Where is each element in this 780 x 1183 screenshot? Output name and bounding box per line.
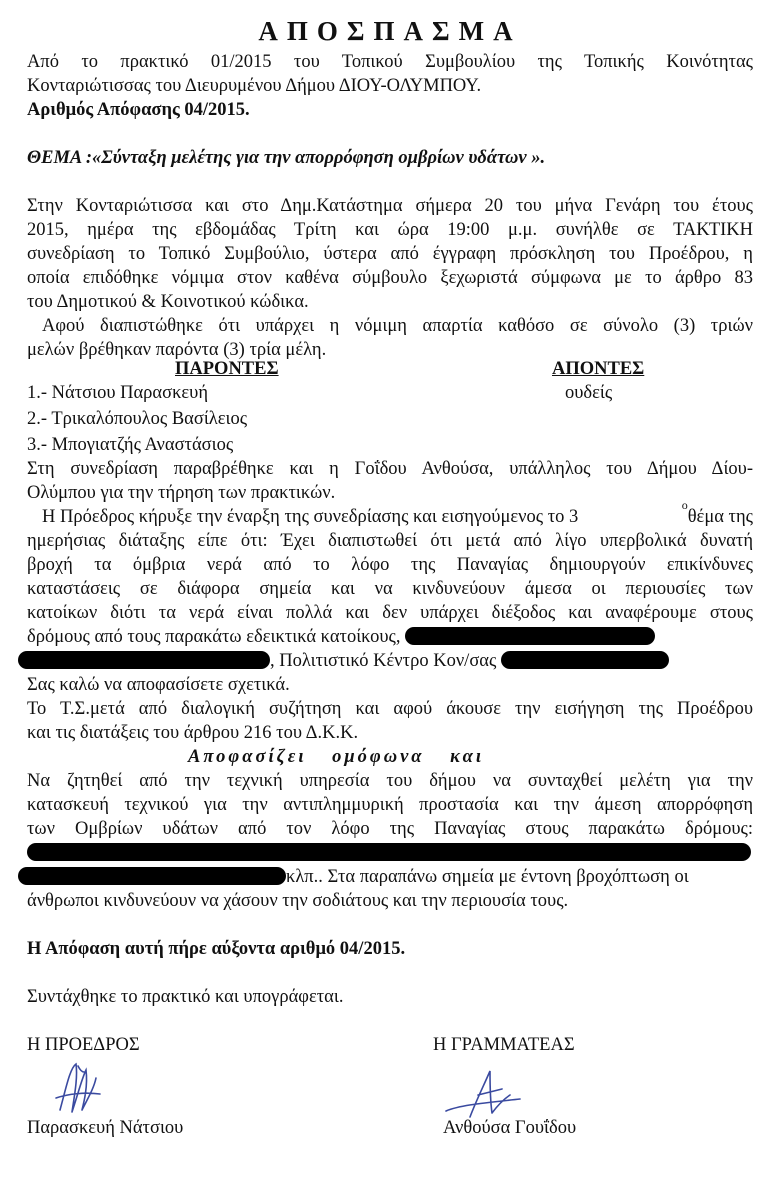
p5-line-1: Το Τ.Σ.μετά από διαλογική συζήτηση και αφού άκουσε την εισήγηση της Προέδρου bbox=[27, 699, 753, 719]
p4-line-7-text: , Πολιτιστικό Κέντρο Κον/σας bbox=[270, 651, 497, 671]
p4-line-1-text: Η Πρόεδρος κήρυξε την έναρξη της συνεδρίασης και εισηγούμενος το 3 bbox=[42, 507, 579, 527]
absent-header: ΑΠΟΝΤΕΣ bbox=[552, 359, 645, 379]
redaction-bar bbox=[405, 627, 655, 645]
decision-number: Αριθμός Απόφασης 04/2015. bbox=[27, 100, 250, 120]
p1-line-1: Στην Κονταριώτισσα και στο Δημ.Κατάστημα σήμερα 20 του μήνα Γενάρη του έτους bbox=[27, 196, 753, 216]
member-1: 1.- Νάτσιου Παρασκευή bbox=[27, 383, 209, 403]
p6-line-2: κατασκευή τεχνικού για την αντιπλημμυρική προστασία και την άμεση απορρόφηση bbox=[27, 795, 753, 815]
p6-line-4 bbox=[27, 841, 753, 865]
p6-line-5-text: κλπ.. Στα παραπάνω σημεία με έντονη βροχόπτωση οι bbox=[286, 867, 689, 887]
intro-line-2: Κονταριώτισσας του Διευρυμένου Δήμου ΔΙΟΥ-ΟΛΥΜΠΟΥ. bbox=[27, 76, 482, 96]
p1-line-3: συνεδρίαση το Τοπικό Συμβούλιο, ύστερα από έγγραφη πρόσκληση του Προέδρου, η bbox=[27, 244, 753, 264]
p3-line-1: Στη συνεδρίαση παραβρέθηκε και η Γοΐδου Ανθούσα, υπάλληλος του Δήμου Δίου- bbox=[27, 459, 753, 479]
decision-heading: Αποφασίζει ομόφωνα και bbox=[188, 747, 484, 767]
p6-line-1: Να ζητηθεί από την τεχνική υπηρεσία του δήμου να συνταχθεί μελέτη για την bbox=[27, 771, 753, 791]
p4-line-6 bbox=[27, 625, 753, 649]
absent-value: ουδείς bbox=[565, 383, 613, 403]
final-decision-number: Η Απόφαση αυτή πήρε αύξοντα αριθμό 04/2015. bbox=[27, 939, 406, 959]
p4-line-6-text: δρόμους από τους παρακάτω εδεικτικά κατοίκους, bbox=[27, 627, 401, 647]
p4-line-3: βροχή τα όμβρια νερά από το λόφο της Παναγίας δημιουργούν επικίνδυνες bbox=[27, 555, 753, 575]
signed-note: Συντάχθηκε το πρακτικό και υπογράφεται. bbox=[27, 987, 344, 1007]
chair-name: Παρασκευή Νάτσιου bbox=[27, 1118, 184, 1138]
p4-line-8: Σας καλώ να αποφασίσετε σχετικά. bbox=[27, 675, 290, 695]
p4-line-7 bbox=[18, 649, 744, 673]
present-header: ΠΑΡΟΝΤΕΣ bbox=[175, 359, 279, 379]
p1-line-2: 2015, ημέρα της εβδομάδας Τρίτη και ώρα 19:00 μ.μ. συνήλθε σε ΤΑΚΤΙΚΗ bbox=[27, 220, 753, 240]
redaction-bar bbox=[27, 843, 751, 861]
intro-line-1: Από το πρακτικό 01/2015 του Τοπικού Συμβουλίου της Τοπικής Κοινότητας bbox=[27, 52, 753, 72]
chair-signature bbox=[38, 1058, 118, 1118]
p4-line-1 bbox=[42, 498, 753, 529]
p4-line-4: καταστάσεις σε διάφορα σημεία και να κινδυνεύουν άμεσα οι περιουσίες των bbox=[27, 579, 753, 599]
p1-line-4: οποία επιδόθηκε νόμιμα στον καθένα σύμβουλο ξεχωριστά σύμφωνα με το άρθρο 83 bbox=[27, 268, 753, 288]
subject: ΘΕΜΑ :«Σύνταξη μελέτης για την απορρόφηση ομβρίων υδάτων ». bbox=[27, 148, 546, 168]
p1-line-5: του Δημοτικού & Κοινοτικού κώδικα. bbox=[27, 292, 309, 312]
secretary-name: Ανθούσα Γουΐδου bbox=[443, 1118, 577, 1138]
document-title: ΑΠΟΣΠΑΣΜΑ bbox=[258, 16, 522, 46]
p4-line-1-end: θέμα της bbox=[687, 507, 753, 527]
p2-line-2: μελών βρέθηκαν παρόντα (3) τρία μέλη. bbox=[27, 340, 327, 360]
p4-line-5: κατοίκων διότι τα νερά είναι πολλά και δεν υπάρχει διέξοδος και αναφέρουμε στους bbox=[27, 603, 753, 623]
p2-line-1: Αφού διαπιστώθηκε ότι υπάρχει η νόμιμη απαρτία καθόσο σε σύνολο (3) τριών bbox=[42, 316, 753, 336]
redaction-bar bbox=[18, 651, 270, 669]
secretary-title: Η ΓΡΑΜΜΑΤΕΑΣ bbox=[433, 1035, 575, 1055]
secretary-signature bbox=[440, 1065, 530, 1123]
member-2: 2.- Τρικαλόπουλος Βασίλειος bbox=[27, 409, 248, 429]
p4-line-2: ημερήσιας διάταξης είπε ότι: Έχει διαπιστωθεί ότι μετά από λίγο υπερβολικά δυνατή bbox=[27, 531, 753, 551]
member-3: 3.- Μπογιατζής Αναστάσιος bbox=[27, 435, 234, 455]
p6-line-5 bbox=[18, 865, 744, 889]
ordinal-sup: ο bbox=[681, 498, 688, 512]
redaction-bar bbox=[501, 651, 669, 669]
p6-line-3: των Ομβρίων υδάτων από τον λόφο της Παναγίας στους παρακάτω δρόμους: bbox=[27, 819, 753, 839]
p3-line-2: Ολύμπου για την τήρηση των πρακτικών. bbox=[27, 483, 336, 503]
redaction-bar bbox=[18, 867, 286, 885]
chair-title: Η ΠΡΟΕΔΡΟΣ bbox=[27, 1035, 140, 1055]
p5-line-2: και τις διατάξεις του άρθρου 216 του Δ.Κ.Κ. bbox=[27, 723, 359, 743]
p6-line-6: άνθρωποι κινδυνεύουν να χάσουν την σοδιάτους και την περιουσία τους. bbox=[27, 891, 569, 911]
